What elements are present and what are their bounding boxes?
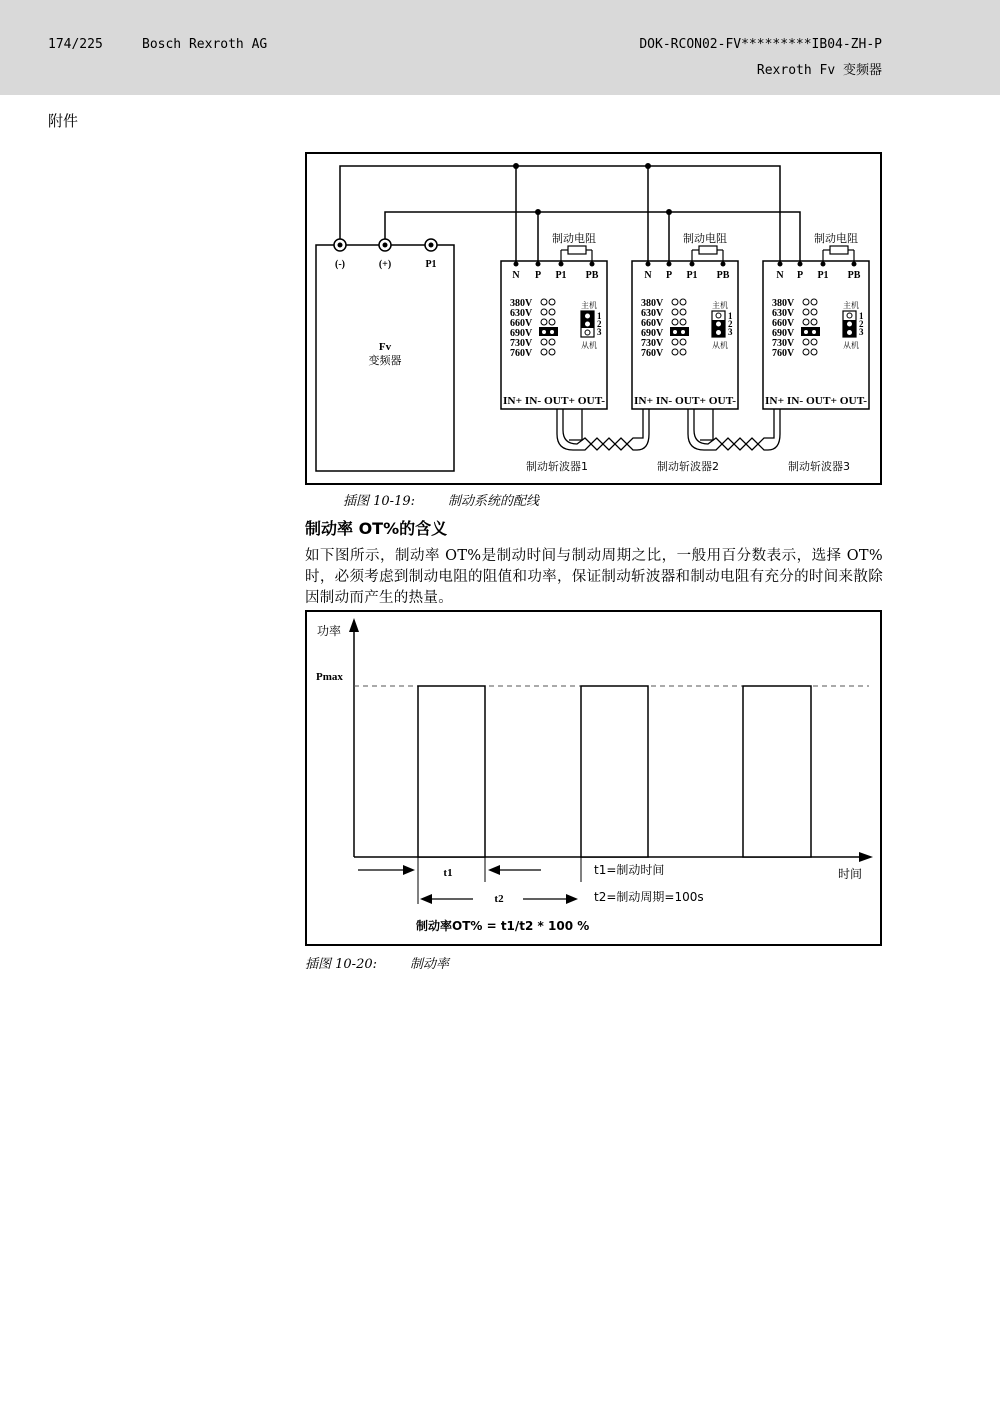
terminal-pb-1: PB: [585, 270, 599, 281]
x-axis-label: 时间: [838, 867, 863, 881]
bottom-terminals-2: IN+ IN- OUT+ OUT-: [634, 396, 736, 407]
master-label-3: 主机: [843, 301, 859, 310]
chopper-1: [503, 231, 605, 407]
terminal-pb-2: PB: [716, 270, 730, 281]
t2-label: t2: [494, 893, 504, 905]
voltage-630-3: 630V: [772, 308, 795, 319]
figure-caption-number-1: 插图 10-19:: [343, 494, 415, 509]
figure-caption-text-2: 制动率: [410, 957, 450, 972]
resistor-label-1: 制动电阻: [552, 232, 596, 245]
wiring-diagram: [307, 154, 880, 483]
jumper-2-2: 2: [728, 319, 733, 329]
section-label: 附件: [48, 112, 79, 130]
terminal-p-2: P: [665, 270, 673, 281]
legend-t1: t1=制动时间: [594, 863, 665, 877]
duty-cycle-diagram: [307, 612, 880, 944]
inverter-terminal-plus: (+): [378, 259, 392, 270]
company-name: Bosch Rexroth AG: [142, 37, 268, 52]
section-heading: 制动率 OT%的含义: [305, 519, 448, 538]
voltage-730-1: 730V: [510, 338, 533, 349]
voltage-660-1: 660V: [510, 318, 533, 329]
body-paragraph: 如下图所示，制动率 OT%是制动时间与制动周期之比，一般用百分数表示，选择 OT%时，必须考虑到制动电阻的阻值和功率，保证制动斩波器和制动电阻有充分的时间来散除因制动而产生的热量。: [305, 548, 883, 606]
doc-id: DOK-RCON02-FV*********IB04-ZH-P: [639, 37, 882, 52]
t1-label: t1: [443, 867, 453, 879]
slave-label-2: 从机: [712, 341, 728, 350]
slave-label-1: 从机: [581, 341, 597, 350]
inverter-subtitle: 变频器: [368, 354, 402, 367]
terminal-n-3: N: [776, 270, 784, 281]
inverter-terminal-p1: P1: [425, 259, 437, 270]
braking-pulses: [418, 686, 811, 857]
legend-t2: t2=制动周期=100s: [594, 890, 704, 904]
slave-label-3: 从机: [843, 341, 859, 350]
inverter-terminal-minus: (-): [335, 259, 345, 270]
jumper-1-1: 1: [597, 311, 602, 321]
terminal-p1-1: P1: [555, 270, 567, 281]
terminal-p-3: P: [796, 270, 804, 281]
voltage-380-3: 380V: [772, 298, 795, 309]
duty-cycle-figure: [305, 610, 882, 946]
bottom-terminals-3: IN+ IN- OUT+ OUT-: [765, 396, 867, 407]
twisted-cables: [557, 409, 780, 450]
voltage-380-2: 380V: [641, 298, 664, 309]
terminal-n-2: N: [644, 270, 652, 281]
voltage-760-1: 760V: [510, 348, 533, 359]
y-axis-label: 功率: [317, 624, 342, 638]
voltage-760-2: 760V: [641, 348, 664, 359]
voltage-380-1: 380V: [510, 298, 533, 309]
chopper-label-2: 制动斩波器2: [657, 460, 719, 473]
voltage-630-1: 630V: [510, 308, 533, 319]
jumper-2-1: 2: [597, 319, 602, 329]
voltage-660-2: 660V: [641, 318, 664, 329]
chopper-2: [634, 231, 736, 407]
voltage-690-1: 690V: [510, 328, 533, 339]
voltage-630-2: 630V: [641, 308, 664, 319]
wiring-diagram-figure: [305, 152, 882, 485]
master-label-2: 主机: [712, 301, 728, 310]
terminal-p-1: P: [534, 270, 542, 281]
jumper-3-1: 3: [597, 327, 602, 337]
voltage-660-3: 660V: [772, 318, 795, 329]
voltage-760-3: 760V: [772, 348, 795, 359]
resistor-label-2: 制动电阻: [683, 232, 727, 245]
master-label-1: 主机: [581, 301, 597, 310]
terminal-p1-2: P1: [686, 270, 698, 281]
page-number: 174/225: [48, 37, 103, 52]
jumper-2-3: 2: [859, 319, 864, 329]
voltage-690-2: 690V: [641, 328, 664, 339]
figure-caption-number-2: 插图 10-20:: [305, 957, 377, 972]
formula: 制动率OT% = t1/t2 * 100 %: [416, 919, 590, 933]
terminal-pb-3: PB: [847, 270, 861, 281]
figure-caption-text-1: 制动系统的配线: [448, 494, 540, 509]
chopper-label-1: 制动斩波器1: [526, 460, 588, 473]
voltage-690-3: 690V: [772, 328, 795, 339]
voltage-730-3: 730V: [772, 338, 795, 349]
chopper-label-3: 制动斩波器3: [788, 460, 850, 473]
resistor-label-3: 制动电阻: [814, 232, 858, 245]
jumper-3-2: 3: [728, 327, 733, 337]
jumper-1-3: 1: [859, 311, 864, 321]
jumper-1-2: 1: [728, 311, 733, 321]
jumper-3-3: 3: [859, 327, 864, 337]
bottom-terminals-1: IN+ IN- OUT+ OUT-: [503, 396, 605, 407]
voltage-730-2: 730V: [641, 338, 664, 349]
page-header: [0, 0, 1000, 95]
inverter-name: Fv: [378, 341, 392, 353]
doc-subtitle: Rexroth Fv 变频器: [756, 63, 882, 78]
pmax-label: Pmax: [316, 671, 343, 683]
terminal-n-1: N: [512, 270, 520, 281]
terminal-p1-3: P1: [817, 270, 829, 281]
